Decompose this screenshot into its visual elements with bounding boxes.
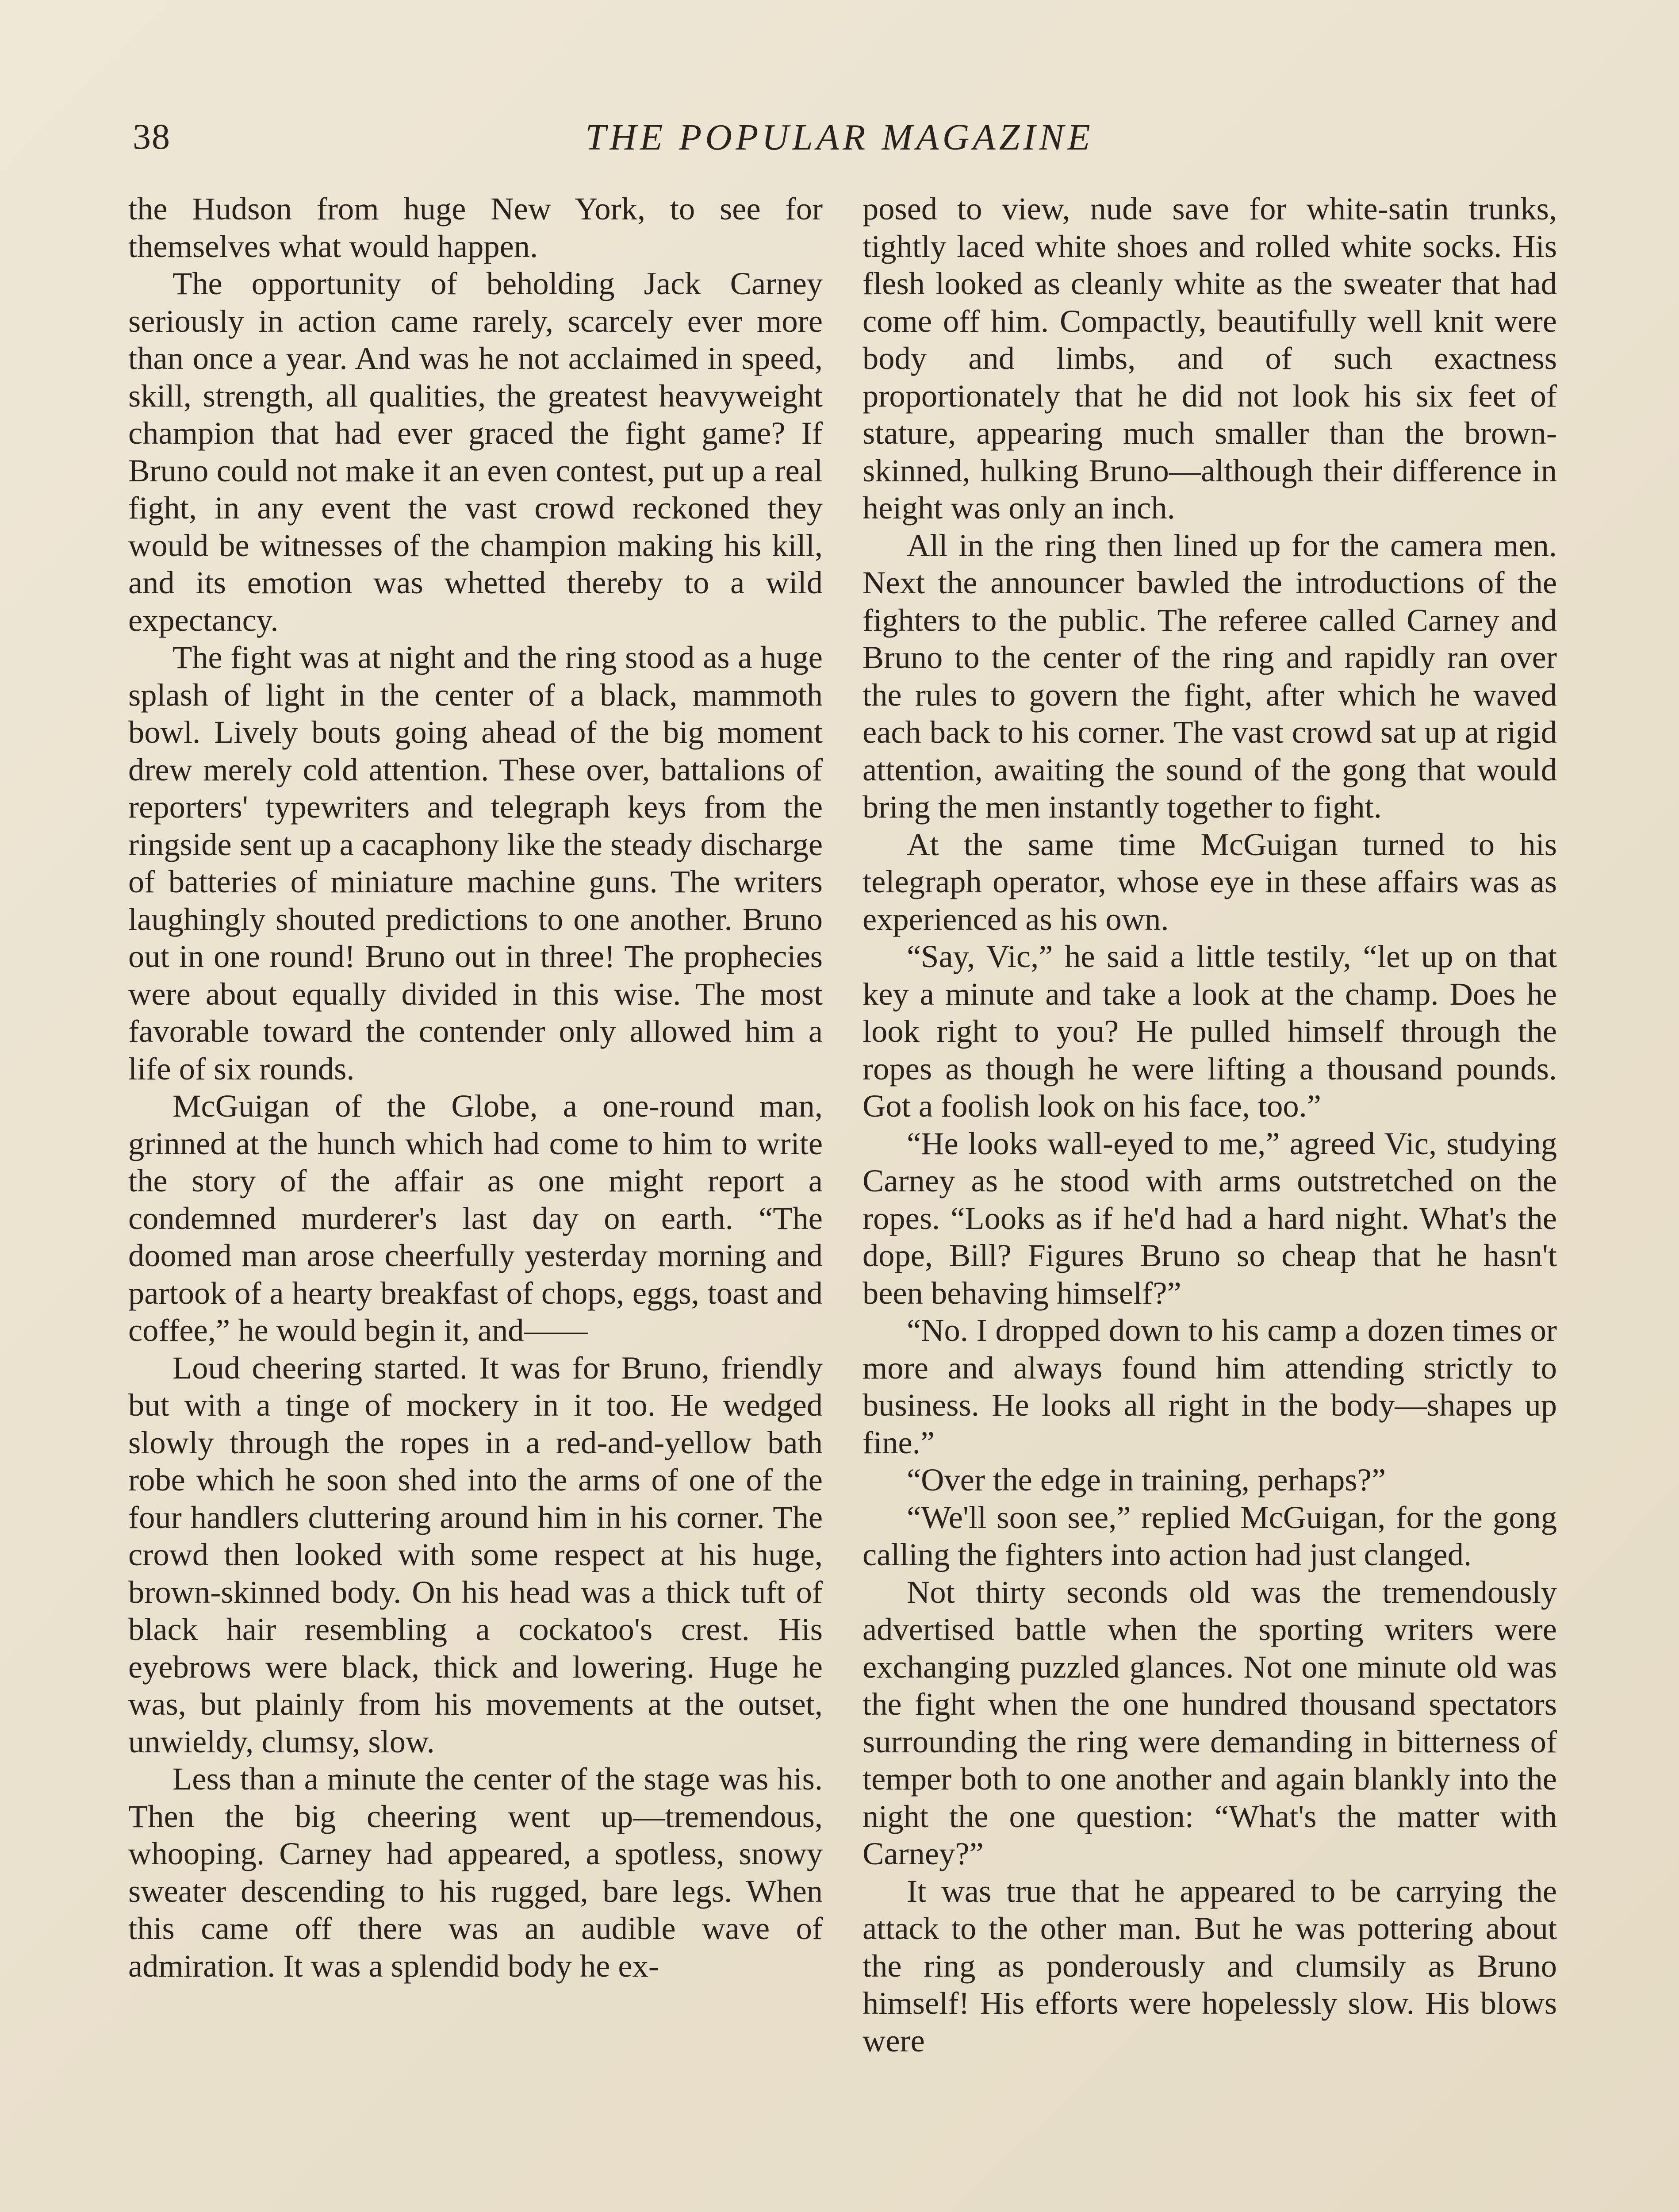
- paragraph: The opportunity of beholding Jack Carney seriously in action came rarely, scarcely ever more than once a year. And was he not acclaimed in speed, skill, strength, all qualities, the greatest heavyweight champion that had ever graced the fight game? If Bruno could not make it an even contest, put up a real fight, in any event the vast crowd reckoned they would be witnesses of the champion making his kill, and its emotion was whetted thereby to a wild expectancy.: [128, 265, 823, 638]
- paragraph: Less than a minute the center of the stage was his. Then the big cheering went up—tremendous, whooping. Carney had appeared, a spotless, snowy sweater descending to his rugged, bare legs. When this came off there was an audible wave of admiration. It was a splendid body he ex-: [128, 1761, 823, 1984]
- paragraph: All in the ring then lined up for the camera men. Next the announcer bawled the introductions of the fighters to the public. The referee called Carney and Bruno to the center of the ring and rapidly ran over the rules to govern the fight, after which he waved each back to his corner. The vast crowd sat up at rigid attention, awaiting the sound of the gong that would bring the men instantly together to fight.: [862, 527, 1557, 825]
- paragraph: McGuigan of the Globe, a one-round man, grinned at the hunch which had come to him to write the story of the affair as one might report a condemned murderer's last day on earth. “The doomed man arose cheerfully yesterday morning and partook of a hearty breakfast of chops, eggs, toast and coffee,” he would begin it, and——: [128, 1088, 823, 1348]
- right-column: [862, 190, 1557, 2212]
- page-number: 38: [133, 116, 171, 157]
- paragraph: Not thirty seconds old was the tremendously advertised battle when the sporting writers were exchanging puzzled glances. Not one minute old was the fight when the one hundred thousand spectators surrounding the ring were demanding in bitterness of temper both to one another and again blankly into the night the one question: “What's the matter with Carney?”: [862, 1574, 1557, 1871]
- magazine-title: THE POPULAR MAGAZINE: [585, 117, 1094, 158]
- paragraph: At the same time McGuigan turned to his telegraph operator, whose eye in these affairs was as experienced as his own.: [862, 826, 1557, 937]
- paragraph: the Hudson from huge New York, to see for themselves what would happen.: [128, 191, 823, 264]
- paragraph: “He looks wall-eyed to me,” agreed Vic, studying Carney as he stood with arms outstretched on the ropes. “Looks as if he'd had a hard night. What's the dope, Bill? Figures Bruno so cheap that he hasn't been behaving himself?”: [862, 1125, 1557, 1311]
- paragraph: “No. I dropped down to his camp a dozen times or more and always found him attending strictly to business. He looks all right in the body—shapes up fine.”: [862, 1312, 1557, 1460]
- paragraph: The fight was at night and the ring stood as a huge splash of light in the center of a black, mammoth bowl. Lively bouts going ahead of the big moment drew merely cold attention. These over, battalions of reporters' typewriters and telegraph keys from the ringside sent up a cacaphony like the steady discharge of batteries of miniature machine guns. The writers laughingly shouted predictions to one another. Bruno out in one round! Bruno out in three! The prophecies were about equally divided in this wise. The most favorable toward the contender only allowed him a life of six rounds.: [128, 639, 823, 1087]
- paragraph: “Over the edge in training, perhaps?”: [907, 1462, 1386, 1498]
- paragraph: Loud cheering started. It was for Bruno, friendly but with a tinge of mockery in it too. He wedged slowly through the ropes in a red-and-yellow bath robe which he soon shed into the arms of one of the four handlers cluttering around him in his corner. The crowd then looked with some respect at his huge, brown-skinned body. On his head was a thick tuft of black hair resembling a cockatoo's crest. His eyebrows were black, thick and lowering. Huge he was, but plainly from his movements at the outset, unwieldy, clumsy, slow.: [128, 1349, 823, 1759]
- paragraph: It was true that he appeared to be carrying the attack to the other man. But he was pottering about the ring as ponderously and clumsily as Bruno himself! His efforts were hopelessly slow. His blows were: [862, 1873, 1557, 2058]
- paragraph: “We'll soon see,” replied McGuigan, for the gong calling the fighters into action had just clanged.: [862, 1499, 1557, 1572]
- left-column: [128, 190, 823, 2212]
- page-header: [128, 116, 1551, 165]
- paragraph: “Say, Vic,” he said a little testily, “let up on that key a minute and take a look at the champ. Does he look right to you? He pulled himself through the ropes as though he were lifting a thousand pounds. Got a foolish look on his face, too.”: [862, 938, 1557, 1124]
- paragraph: posed to view, nude save for white-satin trunks, tightly laced white shoes and rolled white socks. His flesh looked as cleanly white as the sweater that had come off him. Compactly, beautifully well knit were body and limbs, and of such exactness proportionately that he did not look his six feet of stature, appearing much smaller than the brown-skinned, hulking Bruno—although their difference in height was only an inch.: [862, 191, 1557, 526]
